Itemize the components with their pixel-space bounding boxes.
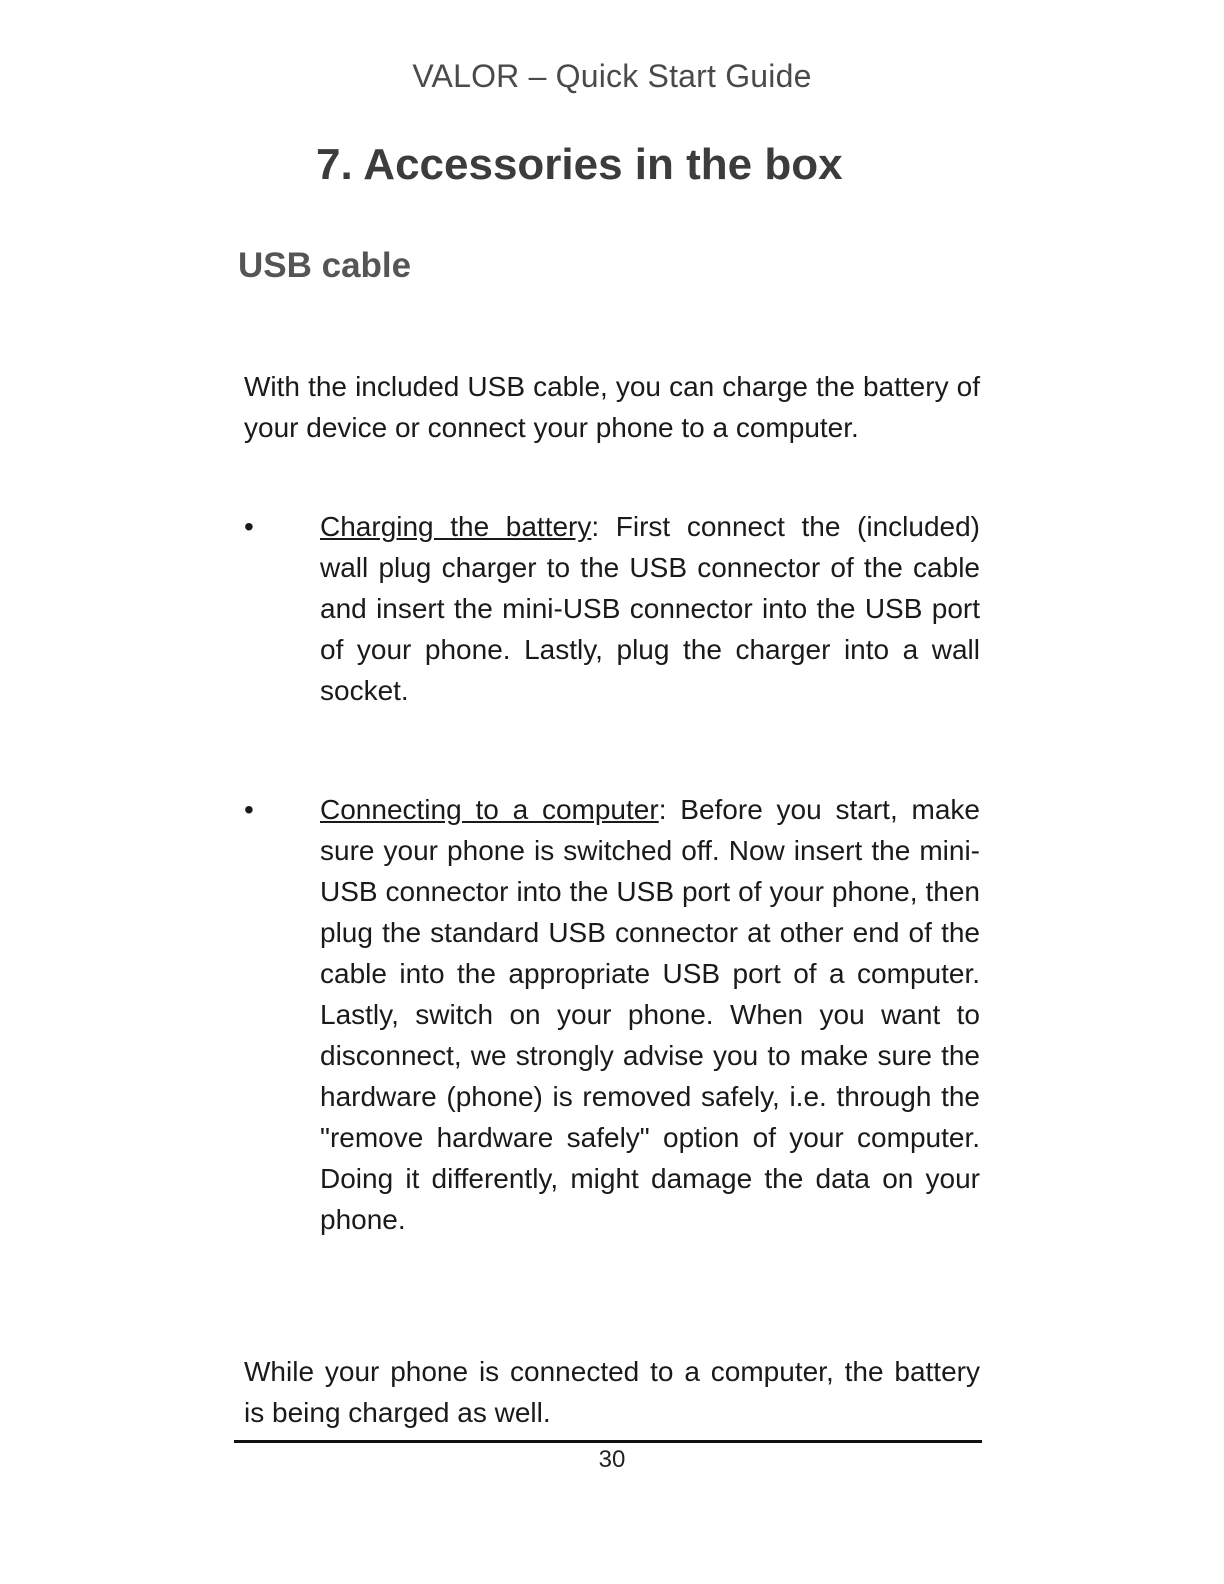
bullet-separator: : — [658, 794, 667, 825]
bullet-text-computer — [320, 789, 980, 1240]
bullet-marker: • — [244, 794, 254, 825]
bullet-term: Charging the battery — [320, 511, 592, 542]
page-number: 30 — [598, 1446, 626, 1473]
bullet-text-charging — [320, 506, 980, 711]
bullet-body: Before you start, make sure your phone is switched off. Now insert the mini-USB connector into the USB port of your phone, then plug the standard USB connector at other end of the cable into the appropriate USB port of a computer. Lastly, switch on your phone. When you want to disconnect, we strongly advise you to make sure the hardware (phone) is removed safely, i.e. through the "remove hardware safely" option of your computer. Doing it differently, might damage the data on your phone. — [320, 794, 980, 1235]
intro-paragraph: With the included USB cable, you can charge the battery of your device or connect your phone to a computer. — [244, 371, 980, 443]
bullet-marker: • — [244, 511, 254, 542]
chapter-title: 7. Accessories in the box — [316, 140, 843, 189]
closing-paragraph: While your phone is connected to a computer, the battery is being charged as well. — [244, 1356, 980, 1428]
bullet-body: First connect the (included) wall plug charger to the USB connector of the cable and insert the mini-USB connector into the USB port of your phone. Lastly, plug the charger into a wall socket. — [320, 511, 980, 706]
running-header: VALOR – Quick Start Guide — [412, 58, 812, 94]
section-title: USB cable — [238, 246, 412, 285]
footer-divider — [234, 1440, 982, 1443]
bullet-separator: : — [591, 511, 600, 542]
bullet-term: Connecting to a computer — [320, 794, 659, 825]
